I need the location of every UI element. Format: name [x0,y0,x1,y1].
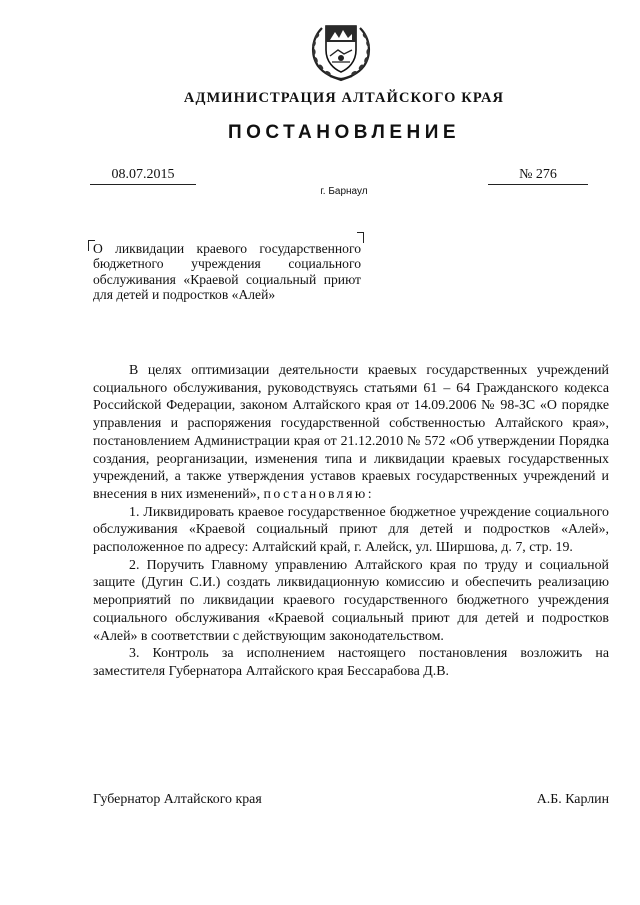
decree-word: постановляю: [263,486,374,502]
body-item-1: 1. Ликвидировать краевое государственное бюджетное учреждение социального обслуживания «Краевой социальный приют для детей и подростков «Алей», расположенное по адресу: Алтайский край, г. Алейск, ул. Ширшова, д. 7, стр. 19. [93,504,609,556]
document-number: № 276 [488,167,588,185]
signature-name: А.Б. Карлин [536,792,609,807]
signature-title: Губернатор Алтайского края [93,792,262,807]
document-type: ПОСТАНОВЛЕНИЕ [227,122,461,143]
body-item-3: 3. Контроль за исполнением настоящего постановления возложить на заместителя Губернатора Алтайского края Бессарабова Д.В. [93,646,609,679]
document-date: 08.07.2015 [90,167,196,185]
document-subject: О ликвидации краевого государственного бюджетного учреждения социального обслуживания «Краевой социальный приют для детей и подростков «Алей» [93,241,361,303]
document-body [93,362,609,681]
body-intro-text: В целях оптимизации деятельности краевых государственных учреждений социального обслуживания, руководствуясь статьями 61 – 64 Гражданского кодекса Российской Федерации, законом Алтайского края от 14.09.2006 № 98-ЗС «О порядке управления и распоряжения государственной собственностью Алтайского края», постановлением Администрации края от 21.12.2010 № 572 «Об утверждении Порядка создания, реорганизации, изменения типа и ликвидации краевых государственных учреждений, а также утверждения уставов краевых государственных учреждений и внесения в них изменений», [93,363,609,502]
document-city: г. Барнаул [320,186,368,197]
body-intro-paragraph [93,362,609,504]
altai-krai-coat-of-arms-icon [308,20,374,82]
organization-name: АДМИНИСТРАЦИЯ АЛТАЙСКОГО КРАЯ [183,90,505,106]
body-item-2: 2. Поручить Главному управлению Алтайского края по труду и социальной защите (Дугин С.И.) создать ликвидационную комиссию и обеспечить реализацию мероприятий по ликвидации краевого государственного бюджетного учреждения социального обслуживания «Краевой социальный приют для детей и подростков «Алей» в соответствии с действующим законодательством. [93,557,609,644]
